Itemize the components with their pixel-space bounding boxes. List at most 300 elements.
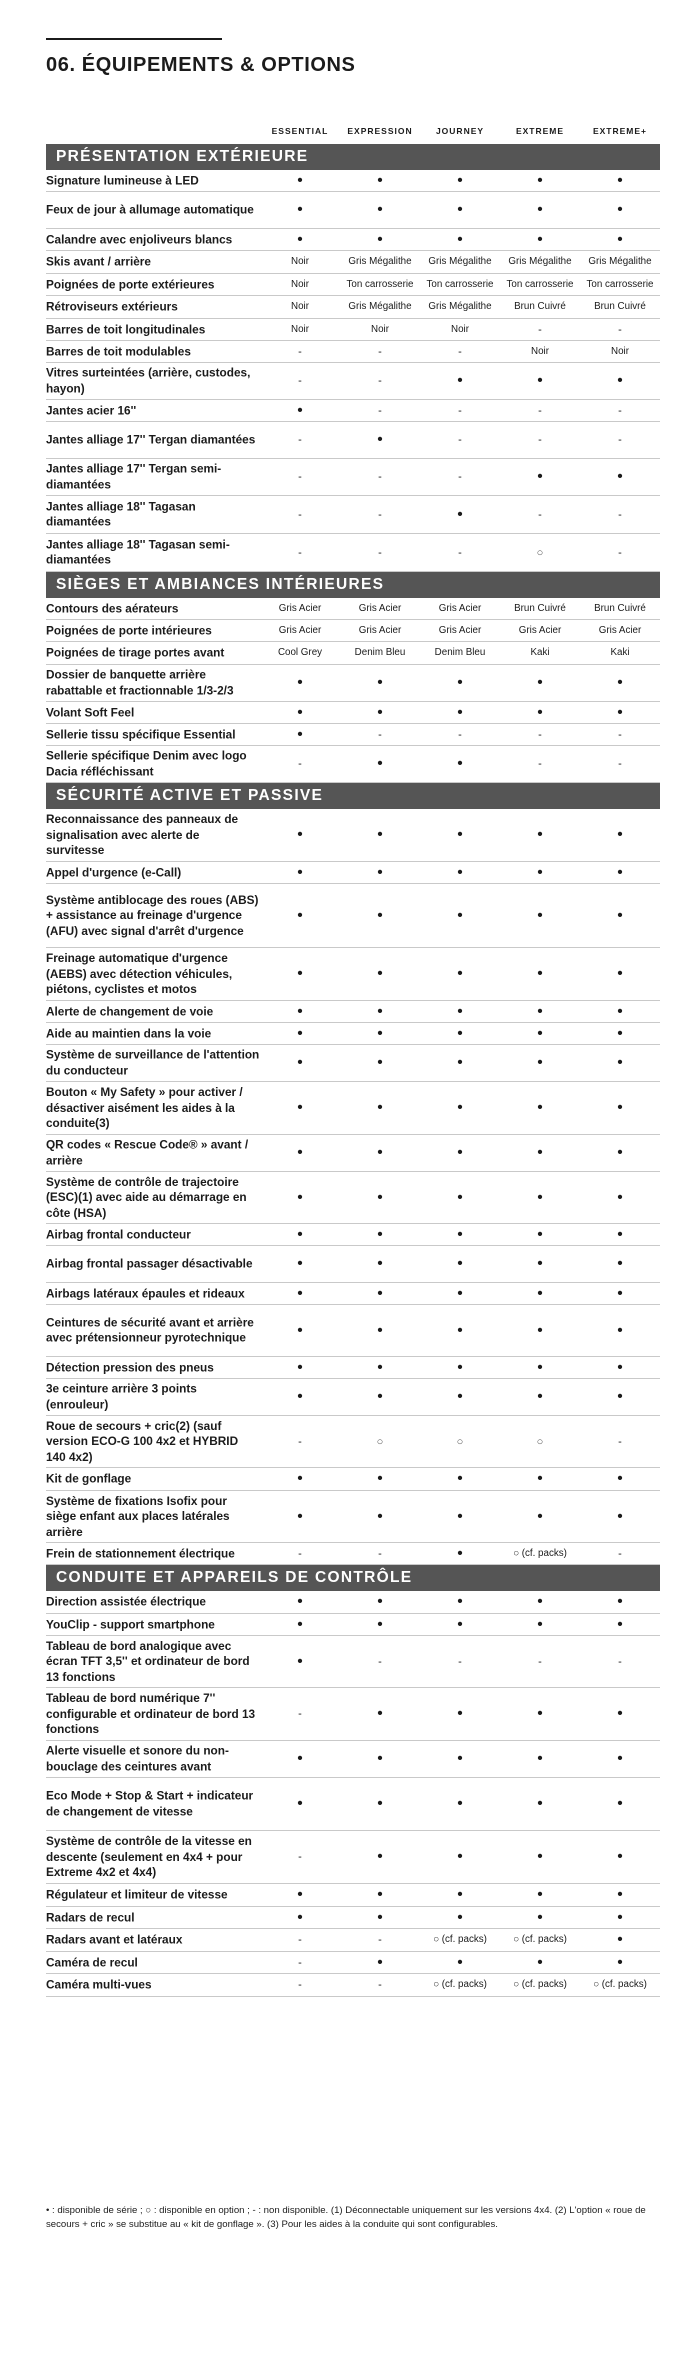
table-cell: -: [538, 758, 542, 770]
table-cell: •: [297, 1284, 303, 1302]
table-row: [46, 1379, 660, 1416]
row-label: Frein de stationnement électrique: [46, 1545, 235, 1560]
row-label: Jantes alliage 17'' Tergan diamantées: [46, 432, 256, 447]
table-cell: •: [617, 1099, 623, 1116]
column-header-extreme-plus: EXTREME+: [592, 126, 648, 136]
table-cell: Gris Acier: [438, 624, 482, 636]
table-cell: •: [297, 703, 303, 721]
table-cell: -: [298, 508, 302, 521]
table-row: [46, 422, 660, 459]
table-cell: -: [538, 728, 542, 741]
table-row: [46, 319, 660, 341]
table-cell: •: [617, 1358, 623, 1376]
table-cell: •: [617, 906, 623, 924]
table-cell: •: [537, 1188, 543, 1206]
row-label: Airbag frontal passager désactivable: [46, 1256, 253, 1271]
table-cell: •: [377, 1886, 383, 1903]
table-cell: •: [457, 1321, 463, 1339]
table-row: [46, 724, 660, 746]
row-label: Aide au maintien dans la voie: [46, 1025, 212, 1040]
table-cell: •: [617, 1144, 623, 1161]
table-cell: •: [377, 1284, 383, 1302]
table-cell: •: [537, 201, 543, 218]
table-cell: Gris Acier: [438, 602, 482, 614]
table-cell: •: [377, 1255, 383, 1272]
table-row: [46, 1283, 660, 1305]
table-cell: -: [298, 1547, 302, 1560]
table-cell: •: [617, 1795, 623, 1812]
table-cell: -: [458, 1655, 462, 1668]
table-cell: •: [617, 201, 623, 218]
table-cell: •: [537, 372, 543, 389]
table-cell: •: [457, 1388, 463, 1405]
table-cell: •: [377, 1908, 383, 1926]
table-cell: •: [617, 372, 623, 389]
table-cell: •: [617, 1750, 623, 1767]
column-header-extreme: EXTREME: [515, 126, 565, 136]
table-cell: •: [617, 1284, 623, 1302]
table-cell: -: [298, 1956, 302, 1969]
row-label: Poignées de porte extérieures: [46, 276, 215, 291]
table-cell: •: [297, 1615, 303, 1633]
table-cell: •: [617, 703, 623, 721]
table-cell: •: [617, 1848, 623, 1865]
table-cell: •: [297, 725, 303, 743]
table-cell: -: [538, 323, 542, 336]
table-cell: -: [298, 375, 302, 387]
table-cell: •: [457, 703, 463, 721]
table-row: [46, 1023, 660, 1045]
row-label: Jantes acier 16'': [46, 402, 137, 417]
table-cell: •: [297, 826, 303, 843]
section-header: PRÉSENTATION EXTÉRIEURE: [46, 144, 660, 170]
table-cell: -: [298, 1435, 302, 1448]
table-row: [46, 665, 660, 702]
table-cell: Gris Mégalithe: [348, 301, 412, 312]
table-cell: -: [378, 471, 382, 483]
row-label: Système de fixations Isofix pour siège enfant aux places latérales arrière: [46, 1493, 230, 1539]
table-row: [46, 1929, 660, 1952]
table-cell: •: [537, 1908, 543, 1926]
table-row: [46, 598, 660, 620]
table-cell: •: [457, 1099, 463, 1116]
table-cell: •: [457, 1953, 463, 1971]
table-cell: •: [457, 372, 463, 389]
table-cell: -: [618, 434, 622, 446]
table-row: [46, 1741, 660, 1778]
row-label: Poignées de tirage portes avant: [46, 645, 225, 660]
table-cell: -: [378, 1934, 382, 1946]
table-cell: -: [378, 345, 382, 358]
table-cell: •: [377, 1321, 383, 1339]
table-cell: •: [617, 1255, 623, 1272]
table-cell: Gris Mégalithe: [348, 256, 412, 267]
table-row: [46, 296, 660, 319]
table-cell: •: [297, 1593, 303, 1610]
table-row: [46, 1591, 660, 1614]
row-label: Régulateur et limiteur de vitesse: [46, 1887, 228, 1902]
table-row: [46, 746, 660, 783]
row-label: Poignées de porte intérieures: [46, 622, 212, 637]
row-label: Volant Soft Feel: [46, 704, 135, 719]
table-cell: •: [617, 1886, 623, 1903]
table-row: [46, 642, 660, 665]
table-cell: Noir: [371, 323, 389, 335]
table-cell: -: [298, 434, 302, 446]
row-label: Roue de secours + cric(2) (sauf version ECO-G 100 4x2 et HYBRID 140 4x2): [46, 1418, 239, 1464]
table-cell: •: [377, 1507, 383, 1525]
row-label: Dossier de banquette arrière rabattable et fractionnable 1/3-2/3: [46, 667, 234, 697]
table-cell: •: [537, 1593, 543, 1610]
table-row: [46, 1172, 660, 1224]
table-cell: •: [537, 1795, 543, 1812]
table-cell: •: [457, 965, 463, 982]
table-cell: -: [618, 508, 622, 521]
table-cell: •: [457, 1908, 463, 1926]
column-headers: [260, 126, 660, 140]
row-label: Ceintures de sécurité avant et arrière avec prétensionneur pyrotechnique: [46, 1315, 254, 1345]
table-cell: •: [617, 674, 623, 691]
table-cell: Gris Acier: [358, 624, 402, 636]
row-label: Système antiblocage des roues (ABS) + assistance au freinage d'urgence (AFU) avec signal d'arrêt d'urgence: [46, 892, 259, 938]
table-row: [46, 400, 660, 422]
table-cell: •: [537, 1848, 543, 1865]
table-cell: •: [377, 1188, 383, 1206]
table-cell: -: [458, 434, 462, 446]
table-cell: •: [457, 906, 463, 924]
table-cell: -: [378, 404, 382, 417]
table-cell: •: [617, 965, 623, 982]
row-label: Contours des aérateurs: [46, 600, 179, 615]
table-cell: •: [297, 674, 303, 691]
table-cell: •: [537, 863, 543, 881]
table-cell: •: [297, 1470, 303, 1487]
table-cell: •: [537, 1284, 543, 1302]
table-cell: •: [457, 1144, 463, 1161]
table-cell: •: [297, 863, 303, 881]
table-cell: Ton carrosserie: [506, 278, 574, 290]
table-cell: •: [297, 171, 303, 189]
table-cell: •: [377, 1593, 383, 1610]
table-cell: •: [297, 1795, 303, 1812]
table-cell: •: [617, 1931, 623, 1948]
table-cell: •: [457, 1255, 463, 1272]
table-cell: •: [537, 1054, 543, 1071]
table-cell: •: [617, 1188, 623, 1206]
table-cell: Gris Mégalithe: [588, 256, 652, 267]
table-cell: -: [618, 1547, 622, 1560]
table-cell: •: [537, 230, 543, 248]
table-cell: -: [378, 1655, 382, 1668]
table-row: [46, 1614, 660, 1636]
row-label: Rétroviseurs extérieurs: [46, 299, 178, 314]
row-label: Tableau de bord numérique 7'' configurable et ordinateur de bord 13 fonctions: [46, 1690, 256, 1736]
column-header-essential: ESSENTIAL: [271, 126, 329, 136]
table-cell: Kaki: [610, 647, 630, 658]
table-row: [46, 1688, 660, 1741]
table-row: [46, 809, 660, 862]
table-cell: -: [458, 728, 462, 741]
table-cell: Gris Acier: [278, 602, 322, 614]
table-cell: •: [457, 505, 463, 523]
table-row: [46, 1831, 660, 1884]
table-cell: •: [617, 1054, 623, 1071]
row-label: Eco Mode + Stop & Start + indicateur de changement de vitesse: [46, 1788, 254, 1818]
title-rule: [46, 38, 222, 40]
table-cell: •: [617, 863, 623, 881]
table-cell: -: [618, 323, 622, 336]
row-label: Calandre avec enjoliveurs blancs: [46, 231, 233, 246]
table-cell: -: [378, 1547, 382, 1560]
table-cell: •: [377, 1099, 383, 1116]
table-cell: •: [297, 1188, 303, 1206]
table-cell: •: [537, 1144, 543, 1161]
table-row: [46, 620, 660, 642]
table-cell: •: [297, 1507, 303, 1525]
table-cell: ○: [536, 546, 544, 559]
table-cell: •: [537, 1953, 543, 1971]
table-cell: •: [377, 826, 383, 843]
table-cell: •: [457, 755, 463, 772]
table-cell: -: [298, 471, 302, 483]
table-cell: •: [297, 201, 303, 218]
table-cell: •: [457, 1886, 463, 1903]
table-cell: Brun Cuivré: [594, 602, 646, 614]
table-cell: Ton carrosserie: [586, 278, 654, 290]
table-cell: •: [617, 468, 623, 485]
table-cell: -: [458, 471, 462, 483]
table-cell: Noir: [531, 345, 549, 357]
table-row: [46, 702, 660, 724]
table-cell: -: [618, 404, 622, 417]
table-cell: •: [377, 863, 383, 881]
table-cell: •: [617, 1225, 623, 1243]
row-label: Jantes alliage 17'' Tergan semi-diamantées: [46, 461, 222, 491]
table-cell: •: [377, 906, 383, 924]
table-cell: Noir: [291, 323, 309, 335]
table-row: [46, 1246, 660, 1283]
table-cell: -: [298, 1979, 302, 1991]
table-cell: •: [377, 1225, 383, 1243]
table-cell: •: [377, 1054, 383, 1071]
table-row: [46, 1357, 660, 1379]
row-label: Caméra de recul: [46, 1954, 138, 1969]
table-cell: ○: [456, 1435, 464, 1448]
table-row: [46, 1468, 660, 1491]
table-cell: Noir: [291, 278, 309, 290]
table-cell: •: [297, 1255, 303, 1272]
table-cell: •: [297, 1054, 303, 1071]
section-header: SÉCURITÉ ACTIVE ET PASSIVE: [46, 783, 660, 809]
table-row: [46, 1305, 660, 1357]
table-cell: ○ (cf. packs): [513, 1934, 567, 1945]
table-cell: •: [297, 1358, 303, 1376]
table-cell: •: [377, 1024, 383, 1042]
table-cell: Noir: [451, 323, 469, 335]
table-row: [46, 1416, 660, 1468]
row-label: Tableau de bord analogique avec écran TFT 3,5'' et ordinateur de bord 13 fonctions: [46, 1638, 250, 1684]
row-label: Direction assistée électrique: [46, 1594, 206, 1609]
table-cell: •: [457, 230, 463, 248]
table-cell: •: [457, 1470, 463, 1487]
row-label: Alerte visuelle et sonore du non-bouclage des ceintures avant: [46, 1743, 229, 1773]
table-cell: •: [457, 1284, 463, 1302]
table-cell: -: [378, 375, 382, 387]
row-label: Bouton « My Safety » pour activer / désactiver aisément les aides à la conduite(3): [46, 1084, 243, 1130]
table-cell: •: [537, 826, 543, 843]
table-cell: -: [538, 1655, 542, 1668]
column-header-expression: EXPRESSION: [347, 126, 413, 136]
table-cell: •: [537, 674, 543, 691]
section-header: SIÈGES ET AMBIANCES INTÉRIEURES: [46, 572, 660, 598]
table-cell: Gris Mégalithe: [428, 301, 492, 312]
table-cell: •: [297, 1321, 303, 1339]
table-cell: Gris Mégalithe: [428, 256, 492, 267]
table-cell: -: [378, 1979, 382, 1991]
table-cell: ○ (cf. packs): [513, 1979, 567, 1990]
table-cell: -: [618, 1435, 622, 1448]
row-label: Système de contrôle de trajectoire (ESC)(1) avec aide au démarrage en côte (HSA): [46, 1174, 247, 1220]
table-row: [46, 251, 660, 274]
table-row: [46, 948, 660, 1001]
table-cell: Noir: [611, 345, 629, 357]
table-row: [46, 1543, 660, 1565]
table-cell: •: [537, 703, 543, 721]
table-cell: •: [297, 1908, 303, 1926]
table-cell: •: [457, 1848, 463, 1865]
table-cell: -: [298, 1851, 302, 1863]
table-row: [46, 341, 660, 363]
table-cell: •: [297, 401, 303, 419]
table-cell: •: [377, 171, 383, 189]
table-cell: -: [298, 758, 302, 770]
equipment-table: [46, 144, 660, 1997]
table-cell: •: [537, 1886, 543, 1903]
row-label: Reconnaissance des panneaux de signalisation avec alerte de survitesse: [46, 811, 239, 857]
table-cell: •: [377, 1358, 383, 1376]
table-cell: •: [297, 1024, 303, 1042]
table-cell: -: [618, 546, 622, 559]
table-cell: •: [297, 906, 303, 924]
table-cell: Brun Cuivré: [514, 301, 566, 312]
table-cell: •: [457, 1358, 463, 1376]
table-cell: •: [297, 1886, 303, 1903]
table-row: [46, 496, 660, 534]
table-cell: •: [617, 1593, 623, 1610]
table-row: [46, 1001, 660, 1023]
table-cell: •: [617, 1388, 623, 1405]
table-cell: •: [457, 863, 463, 881]
table-cell: •: [617, 1705, 623, 1722]
table-cell: •: [617, 1470, 623, 1487]
row-label: Caméra multi-vues: [46, 1977, 152, 1992]
table-cell: Gris Acier: [358, 602, 402, 614]
table-cell: -: [538, 508, 542, 521]
row-label: Radars avant et latéraux: [46, 1932, 183, 1947]
table-cell: ○: [536, 1435, 544, 1448]
table-cell: •: [457, 1225, 463, 1243]
table-row: [46, 170, 660, 192]
table-cell: Ton carrosserie: [426, 278, 494, 290]
table-cell: -: [538, 434, 542, 446]
table-cell: •: [457, 674, 463, 691]
table-cell: Noir: [291, 301, 309, 312]
table-cell: •: [537, 171, 543, 189]
table-cell: Ton carrosserie: [346, 278, 414, 290]
table-cell: •: [617, 1024, 623, 1042]
table-cell: -: [618, 728, 622, 741]
table-cell: Gris Acier: [598, 624, 642, 636]
table-cell: •: [377, 1750, 383, 1767]
table-cell: •: [377, 1615, 383, 1633]
table-cell: Denim Bleu: [434, 647, 486, 658]
table-cell: Gris Mégalithe: [508, 256, 572, 267]
table-cell: Denim Bleu: [354, 647, 406, 658]
table-cell: •: [377, 1388, 383, 1405]
table-cell: •: [617, 230, 623, 248]
table-cell: •: [377, 1002, 383, 1020]
table-cell: •: [297, 1099, 303, 1116]
table-cell: •: [377, 431, 383, 448]
table-cell: •: [457, 1002, 463, 1020]
row-label: Jantes alliage 18'' Tagasan semi-diamantées: [46, 537, 230, 567]
table-cell: •: [457, 1054, 463, 1071]
table-cell: •: [457, 1615, 463, 1633]
table-row: [46, 1135, 660, 1172]
table-row: [46, 1636, 660, 1688]
row-label: Vitres surteintées (arrière, custodes, hayon): [46, 365, 251, 395]
table-cell: •: [377, 1848, 383, 1865]
row-label: Barres de toit modulables: [46, 343, 191, 358]
table-cell: •: [537, 1358, 543, 1376]
table-row: [46, 1491, 660, 1543]
table-cell: •: [297, 1388, 303, 1405]
table-cell: •: [297, 1225, 303, 1243]
page-title: 06. ÉQUIPEMENTS & OPTIONS: [46, 54, 356, 76]
table-cell: •: [617, 1321, 623, 1339]
table-cell: •: [537, 1321, 543, 1339]
legend-footnote: • : disponible de série ; ○ : disponible en option ; - : non disponible. (1) Déconnectable uniquement sur les versions 4x4. (2) L'option « roue de secours + cric » se substitue au « kit de gonflage ». (3) Pour les aides à la conduite qui sont configurables.: [46, 2205, 646, 2230]
table-cell: Cool Grey: [277, 647, 323, 658]
table-cell: •: [377, 1953, 383, 1971]
table-cell: •: [617, 171, 623, 189]
table-cell: •: [617, 1908, 623, 1926]
row-label: Airbags latéraux épaules et rideaux: [46, 1285, 245, 1300]
row-label: Signature lumineuse à LED: [46, 172, 199, 187]
table-cell: •: [297, 1750, 303, 1767]
table-cell: Brun Cuivré: [594, 301, 646, 312]
table-cell: •: [537, 468, 543, 485]
row-label: Système de surveillance de l'attention du conducteur: [46, 1047, 260, 1077]
table-cell: •: [537, 1388, 543, 1405]
table-row: [46, 1952, 660, 1974]
table-cell: •: [617, 1507, 623, 1525]
table-cell: •: [377, 1144, 383, 1161]
table-cell: •: [537, 1002, 543, 1020]
table-row: [46, 1778, 660, 1831]
table-row: [46, 192, 660, 229]
row-label: Appel d'urgence (e-Call): [46, 864, 182, 879]
table-cell: ○ (cf. packs): [513, 1547, 567, 1559]
row-label: Feux de jour à allumage automatique: [46, 202, 254, 217]
table-row: [46, 229, 660, 251]
table-cell: •: [537, 906, 543, 924]
column-header-journey: JOURNEY: [435, 126, 485, 136]
table-cell: •: [377, 965, 383, 982]
table-cell: -: [378, 728, 382, 741]
table-cell: •: [617, 1002, 623, 1020]
table-cell: -: [378, 508, 382, 521]
